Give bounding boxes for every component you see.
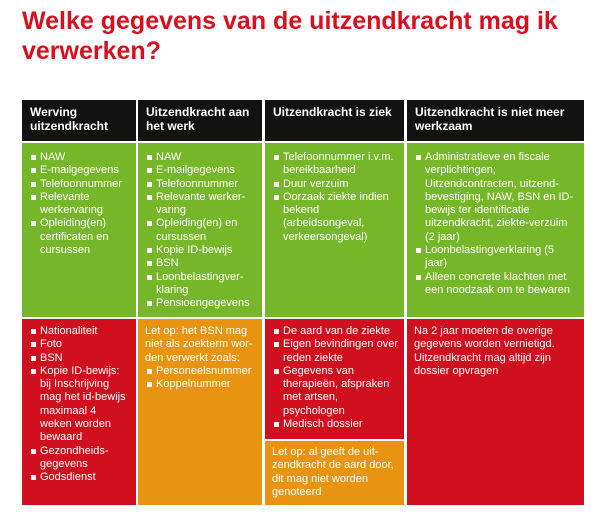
allowed-list-ziek [272, 151, 398, 244]
list-item: Eigen bevindingen over reden ziekte [272, 338, 398, 365]
list-item: Gegevens van therapieën, afspraken met artsen, psychologen [272, 365, 398, 418]
orange-cell-aan-het-werk [138, 319, 262, 505]
list-item: Telefoonnummer [29, 178, 130, 191]
green-cell-werving [22, 143, 136, 317]
red-cell-niet-meer-werkzaam [407, 319, 584, 505]
green-cell-ziek [265, 143, 404, 317]
list-item: Relevante werker-varing [145, 191, 256, 218]
forbidden-list-werving [29, 325, 130, 485]
list-item: Alleen concrete klachten met een noodzaak om te bewaren [414, 271, 578, 298]
list-item: Loonbelastingver-klaring [145, 271, 256, 298]
green-cell-niet-meer-werkzaam [407, 143, 584, 317]
column-header-ziek: Uitzendkracht is ziek [265, 100, 404, 141]
allowed-list-niet-meer-werkzaam [414, 151, 578, 297]
list-item: Pensioengegevens [145, 297, 256, 310]
list-item: Telefoonnummer [145, 178, 256, 191]
list-item: Koppelnummer [145, 378, 256, 391]
list-item: Loonbelastingverklaring (5 jaar) [414, 244, 578, 271]
bsn-examples-list [145, 365, 256, 392]
list-item: BSN [29, 352, 130, 365]
list-item: E-mailgegevens [29, 164, 130, 177]
list-item: De aard van de ziekte [272, 325, 398, 338]
column-header-aan-het-werk: Uitzendkracht aan het werk [138, 100, 262, 141]
list-item: Nationaliteit [29, 325, 130, 338]
list-item: Opleiding(en) en cursussen [145, 217, 256, 244]
list-item: NAW [145, 151, 256, 164]
list-item: Telefoonnummer i.v.m. bereikbaarheid [272, 151, 398, 178]
red-cell-werving [22, 319, 136, 505]
list-item: Foto [29, 338, 130, 351]
illness-warning-text: Let op: al geeft de uit-zendkracht de aard door, dit mag niet worden genoteerd [272, 446, 394, 498]
list-item: Oorzaak ziekte indien bekend (arbeidsongeval, verkeersongeval) [272, 191, 398, 244]
list-item: Kopie ID-bewijs [145, 244, 256, 257]
list-item: Duur verzuim [272, 178, 398, 191]
list-item: Kopie ID-bewijs: bij Inschrijving mag het id-bewijs maximaal 4 weken worden bewaard [29, 365, 130, 445]
column-header-niet-meer-werkzaam: Uitzendkracht is niet meer werkzaam [407, 100, 584, 141]
column-header-werving: Werving uitzendkracht [22, 100, 136, 141]
orange-cell-ziek [265, 441, 404, 505]
bsn-warning-text: Let op: het BSN mag niet als zoekterm wor-den verwerkt zoals: [145, 325, 253, 364]
list-item: Relevante werkervaring [29, 191, 130, 218]
allowed-list-aan-het-werk [145, 151, 256, 311]
list-item: Gezondheids-gegevens [29, 445, 130, 472]
page-title: Welke gegevens van de uitzendkracht mag ik verwerken? [22, 7, 558, 65]
list-item: BSN [145, 257, 256, 270]
green-cell-aan-het-werk [138, 143, 262, 317]
forbidden-list-ziek [272, 325, 398, 431]
list-item: Opleiding(en) certificaten en cursussen [29, 217, 130, 257]
list-item: Medisch dossier [272, 418, 398, 431]
list-item: NAW [29, 151, 130, 164]
allowed-list-werving [29, 151, 130, 257]
list-item: Personeelsnummer [145, 365, 256, 378]
retention-note-text: Na 2 jaar moeten de overige gegevens worden vernietigd. Uitzendkracht mag altijd zijn dossier opvragen [414, 325, 555, 377]
list-item: Godsdienst [29, 471, 130, 484]
list-item: Administratieve en fiscale verplichtingen; Uitzendcontracten, uitzend-bevestiging, NAW, BSN en ID-bewijs ter identificatie uitzendkracht, ziekte-verzuim (2 jaar) [414, 151, 578, 244]
list-item: E-mailgegevens [145, 164, 256, 177]
red-cell-ziek [265, 319, 404, 439]
